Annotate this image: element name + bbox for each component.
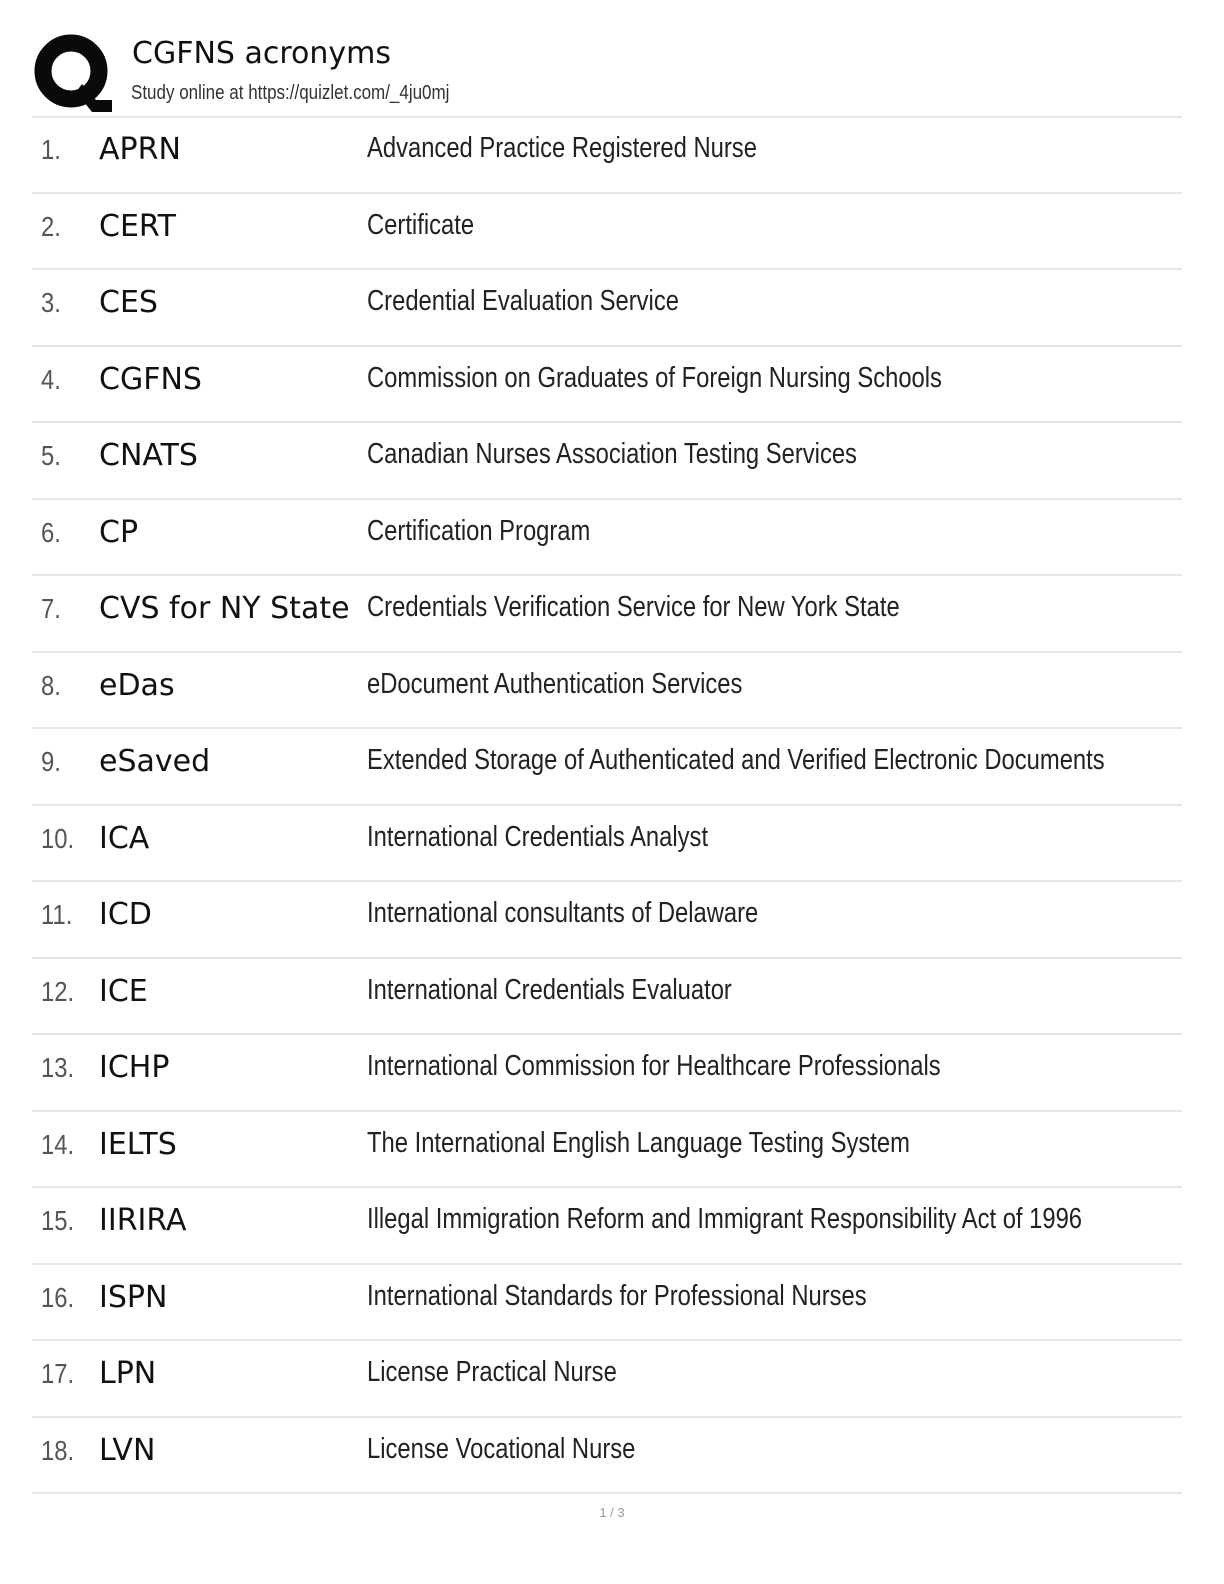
term-row xyxy=(32,882,1182,959)
term-row xyxy=(32,959,1182,1036)
term-acronym: ICA xyxy=(99,820,150,856)
term-list xyxy=(32,117,1182,1494)
term-number: 11. xyxy=(41,899,73,930)
page-number: 1 / 3 xyxy=(599,1505,625,1520)
term-row xyxy=(32,423,1182,500)
term-number: 2. xyxy=(41,210,61,242)
term-definition: Canadian Nurses Association Testing Services xyxy=(367,438,857,470)
term-definition: License Vocational Nurse xyxy=(367,1432,636,1465)
term-number: 15. xyxy=(41,1205,75,1236)
term-acronym: ICHP xyxy=(99,1050,170,1085)
term-acronym: IIRIRA xyxy=(99,1203,187,1238)
page-header xyxy=(32,30,1182,112)
term-row xyxy=(32,270,1182,347)
term-row xyxy=(32,1418,1182,1495)
term-number: 10. xyxy=(41,822,75,854)
term-acronym: CVS for NY State xyxy=(99,591,350,626)
term-acronym: ICD xyxy=(99,897,152,932)
term-definition: International consultants of Delaware xyxy=(367,897,759,929)
term-acronym: eDas xyxy=(99,667,175,703)
term-definition: Extended Storage of Authenticated and Verified Electronic Documents xyxy=(367,744,1105,776)
term-row xyxy=(32,1112,1182,1189)
term-definition: International Credentials Analyst xyxy=(367,820,709,853)
term-number: 17. xyxy=(41,1358,75,1389)
term-number: 1. xyxy=(41,134,61,165)
term-row xyxy=(32,1188,1182,1265)
term-row xyxy=(32,653,1182,730)
term-definition: The International English Language Testing System xyxy=(367,1126,910,1159)
term-number: 9. xyxy=(41,746,61,777)
term-number: 5. xyxy=(41,440,61,471)
term-definition: International Commission for Healthcare Professionals xyxy=(367,1050,941,1082)
term-acronym: CERT xyxy=(99,208,176,244)
term-definition: International Credentials Evaluator xyxy=(367,973,732,1006)
term-acronym: ISPN xyxy=(99,1279,168,1315)
term-definition: Commission on Graduates of Foreign Nursing Schools xyxy=(367,361,942,394)
term-acronym: LVN xyxy=(99,1432,156,1468)
term-definition: License Practical Nurse xyxy=(367,1356,617,1388)
term-acronym: CES xyxy=(99,285,158,320)
term-definition: Certificate xyxy=(367,208,475,241)
term-row xyxy=(32,1035,1182,1112)
term-acronym: APRN xyxy=(99,132,181,167)
page-title: CGFNS acronyms xyxy=(132,36,391,71)
term-row xyxy=(32,729,1182,806)
term-definition: Credentials Verification Service for New York State xyxy=(367,591,900,623)
term-number: 3. xyxy=(41,287,61,318)
term-row xyxy=(32,347,1182,424)
term-number: 13. xyxy=(41,1052,75,1083)
term-definition: Credential Evaluation Service xyxy=(367,285,679,317)
term-row xyxy=(32,576,1182,653)
term-row xyxy=(32,117,1182,194)
term-row xyxy=(32,1265,1182,1342)
term-number: 6. xyxy=(41,516,61,548)
term-number: 16. xyxy=(41,1281,75,1313)
term-number: 18. xyxy=(41,1434,75,1466)
term-acronym: eSaved xyxy=(99,744,211,779)
term-row xyxy=(32,194,1182,271)
term-definition: Certification Program xyxy=(367,514,591,547)
term-definition: International Standards for Professional Nurses xyxy=(367,1279,867,1312)
term-acronym: CGFNS xyxy=(99,361,202,397)
term-number: 14. xyxy=(41,1128,75,1160)
term-acronym: CP xyxy=(99,514,139,550)
term-acronym: ICE xyxy=(99,973,148,1009)
term-number: 7. xyxy=(41,593,61,624)
term-number: 8. xyxy=(41,669,61,701)
term-number: 12. xyxy=(41,975,75,1007)
term-definition: Illegal Immigration Reform and Immigrant Responsibility Act of 1996 xyxy=(367,1203,1083,1235)
term-row xyxy=(32,806,1182,883)
term-definition: Advanced Practice Registered Nurse xyxy=(367,132,757,164)
term-row xyxy=(32,500,1182,577)
term-row xyxy=(32,1341,1182,1418)
term-definition: eDocument Authentication Services xyxy=(367,667,743,700)
quizlet-logo-icon xyxy=(34,34,112,112)
study-online-link[interactable]: Study online at https://quizlet.com/_4ju0mj xyxy=(131,82,450,104)
term-number: 4. xyxy=(41,363,61,395)
term-acronym: CNATS xyxy=(99,438,198,473)
term-acronym: LPN xyxy=(99,1356,157,1391)
term-acronym: IELTS xyxy=(99,1126,177,1162)
